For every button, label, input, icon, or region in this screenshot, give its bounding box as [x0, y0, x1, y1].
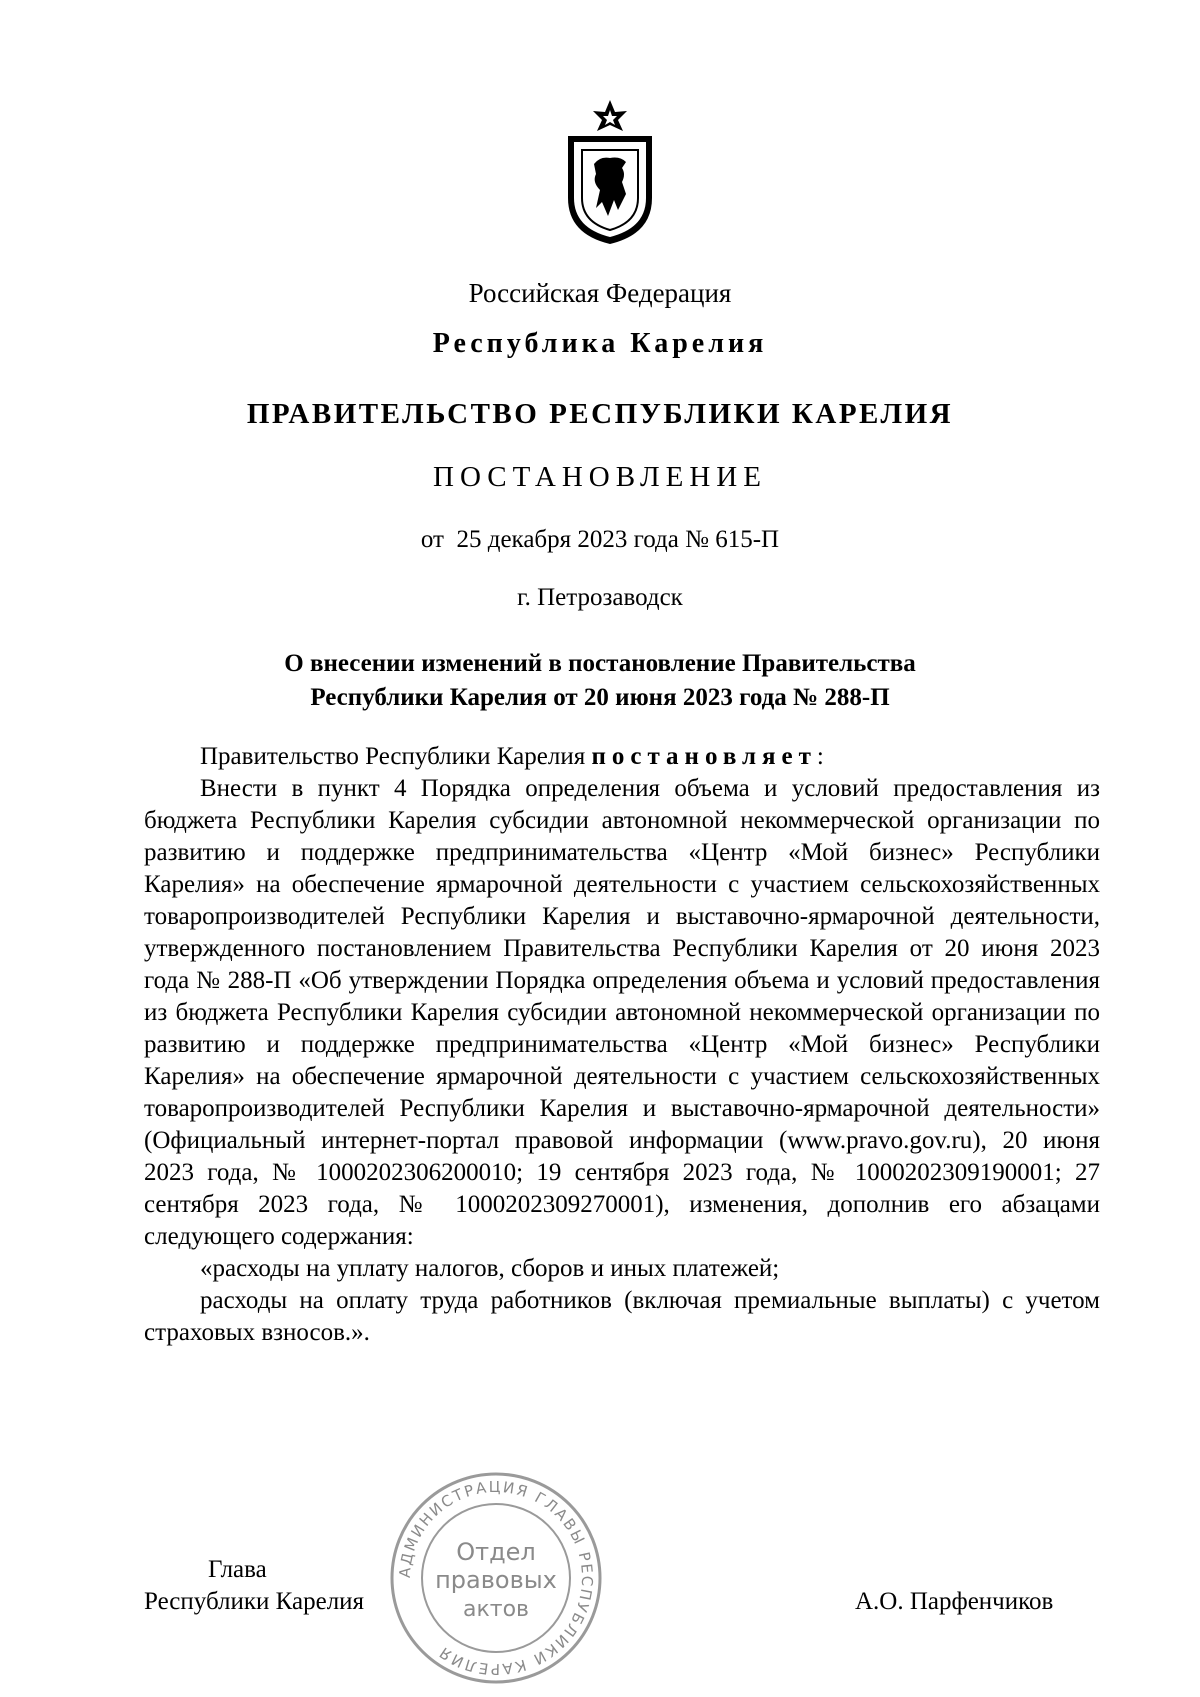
- signatory-title: [144, 1554, 364, 1618]
- republic-heading: Республика Карелия: [432, 328, 768, 359]
- stamp-center-line-3: актов: [462, 1597, 530, 1622]
- document-city: г. Петрозаводск: [517, 584, 683, 611]
- signatory-name: А.О. Парфенчиков: [855, 1588, 1054, 1615]
- resolution-verb: постановляет: [591, 743, 817, 770]
- resolution-paragraph-addition-1: «расходы на уплату налогов, сборов и иных платежей;: [200, 1255, 780, 1282]
- signatory-title-line-2: Республики Карелия: [144, 1588, 365, 1615]
- document-title-line-2: Республики Карелия от 20 июня 2023 года № 288-П: [310, 684, 890, 711]
- resolution-intro-colon: :: [816, 743, 824, 770]
- official-stamp: [386, 1468, 606, 1688]
- coat-of-arms-emblem: [560, 98, 660, 246]
- resolution-intro: [144, 741, 1100, 773]
- resolution-paragraph-main: Внести в пункт 4 Порядка определения объема и условий предоставления из бюджета Республики Карелия субсидии автономной некоммерческой организации по развитию и поддержке предпринимательства «Центр «Мой бизнес» Республики Карелия» на обеспечение ярмарочной деятельности с участием сельскохозяйственных товаропроизводителей Республики Карелия и выставочно-ярмарочной деятельности, утвержденного постановлением Правительства Республики Карелия от 20 июня 2023 года № 288-П «Об утверждении Порядка определения объема и условий предоставления из бюджета Республики Карелия субсидии автономной некоммерческой организации по развитию и поддержке предпринимательства «Центр «Мой бизнес» Республики Карелия» на обеспечение ярмарочной деятельности с участием сельскохозяйственных товаропроизводителей Республики Карелия и выставочно-ярмарочной деятельности» (Официальный интернет-портал правовой информации (www.pravo.gov.ru), 20 июня 2023 года, № 1000202306200010; 19 сентября 2023 года, № 1000202309190001; 27 сентября 2023 года, № 1000202309270001), изменения, дополнив его абзацами следующего содержания:: [144, 775, 1100, 1250]
- document-body: [144, 741, 1100, 1349]
- stamp-ring-text: АДМИНИСТРАЦИЯ ГЛАВЫ РЕСПУБЛИКИ КАРЕЛИЯ: [395, 1477, 597, 1679]
- stamp-center-line-2: правовых: [435, 1566, 557, 1594]
- government-heading: ПРАВИТЕЛЬСТВО РЕСПУБЛИКИ КАРЕЛИЯ: [246, 398, 954, 430]
- resolution-paragraph-addition-2: расходы на оплату труда работников (включая премиальные выплаты) с учетом страховых взносов.».: [144, 1287, 1100, 1346]
- signatory-title-line-1: Глава: [208, 1556, 267, 1583]
- document-type-heading: ПОСТАНОВЛЕНИЕ: [433, 461, 767, 493]
- document-date-number: от 25 декабря 2023 года № 615-П: [420, 526, 780, 553]
- resolution-intro-lead: Правительство Республики Карелия: [200, 743, 586, 770]
- document-title: [0, 647, 1200, 715]
- star-icon: [593, 100, 627, 131]
- document-title-line-1: О внесении изменений в постановление Правительства: [284, 650, 916, 677]
- stamp-center-line-1: Отдел: [456, 1538, 536, 1566]
- country-heading: Российская Федерация: [468, 278, 732, 308]
